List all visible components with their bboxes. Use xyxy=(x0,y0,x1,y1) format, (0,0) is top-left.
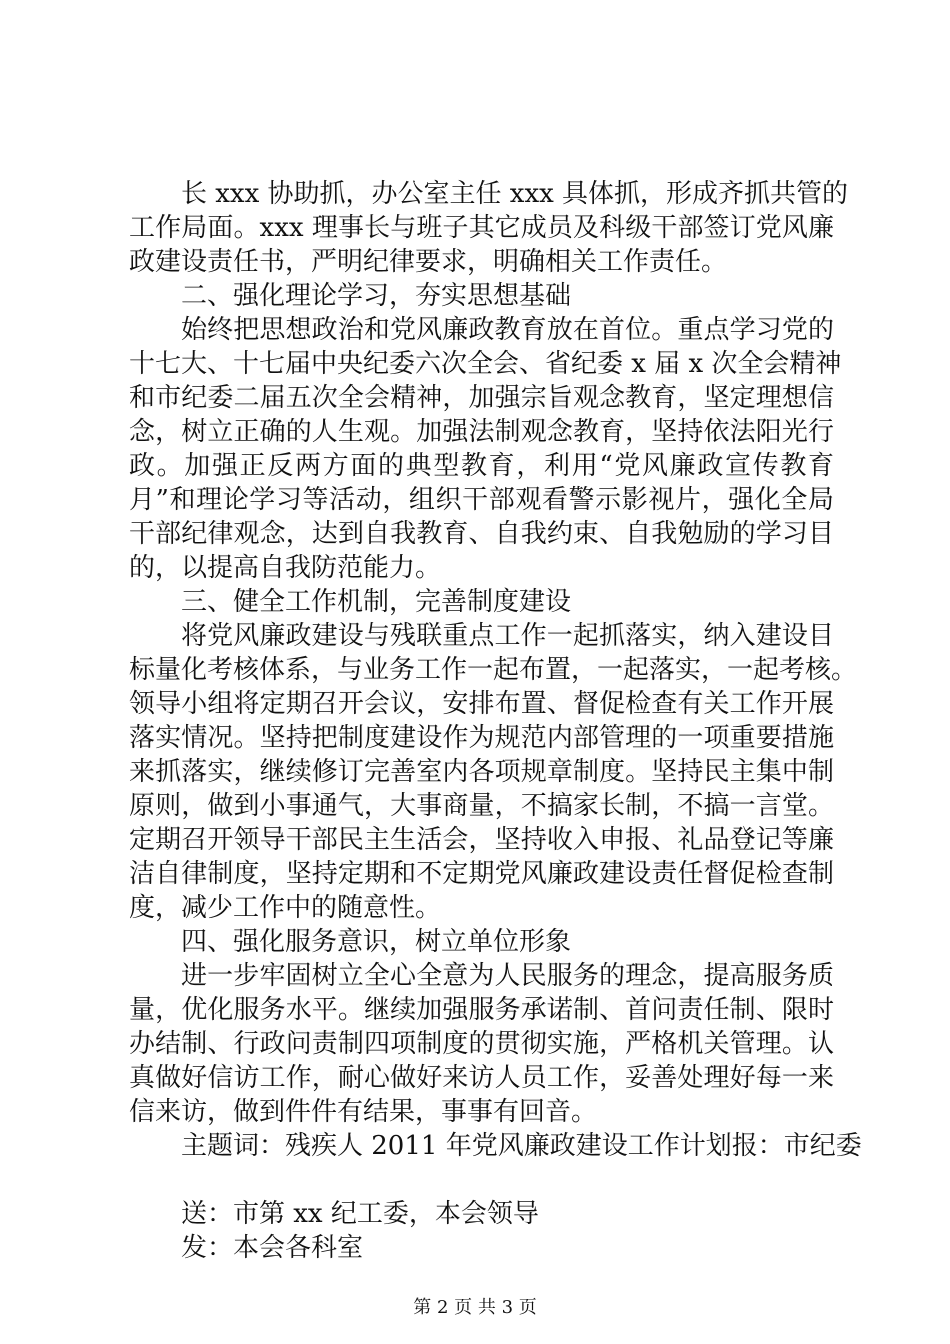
paragraph-line: 量，优化服务水平。继续加强服务承诺制、首问责任制、限时 xyxy=(129,995,834,1025)
paragraph-line: 办结制、行政问责制四项制度的贯彻实施，严格机关管理。认 xyxy=(129,1029,834,1059)
paragraph-line: 和市纪委二届五次全会精神，加强宗旨观念教育，坚定理想信 xyxy=(129,383,834,413)
paragraph-line: 政。加强正反两方面的典型教育，利用“党风廉政宣传教育 xyxy=(129,451,834,481)
paragraph-line: 长 xxx 协助抓，办公室主任 xxx 具体抓，形成齐抓共管的 xyxy=(181,179,849,209)
paragraph-line: 政建设责任书，严明纪律要求，明确相关工作责任。 xyxy=(129,247,728,277)
paragraph-line: 进一步牢固树立全心全意为人民服务的理念，提高服务质 xyxy=(181,961,834,991)
paragraph-line: 度，减少工作中的随意性。 xyxy=(129,893,442,923)
paragraph-line: 将党风廉政建设与残联重点工作一起抓落实，纳入建设目 xyxy=(181,621,834,651)
paragraph-line: 信来访，做到件件有结果，事事有回音。 xyxy=(129,1097,598,1127)
paragraph-line: 的，以提高自我防范能力。 xyxy=(129,553,442,583)
page-number: 第 2 页 共 3 页 xyxy=(413,1297,537,1318)
paragraph-line: 标量化考核体系，与业务工作一起布置，一起落实，一起考核。 xyxy=(129,655,858,685)
paragraph-line: 真做好信访工作，耐心做好来访人员工作，妥善处理好每一来 xyxy=(129,1063,834,1093)
paragraph-line: 始终把思想政治和党风廉政教育放在首位。重点学习党的 xyxy=(181,315,834,345)
paragraph-line: 原则，做到小事通气，大事商量，不搞家长制，不搞一言堂。 xyxy=(129,791,834,821)
paragraph-line: 干部纪律观念，达到自我教育、自我约束、自我勉励的学习目 xyxy=(129,519,834,549)
copy-to-line: 送：市第 xx 纪工委，本会领导 xyxy=(181,1199,539,1229)
paragraph-line: 念，树立正确的人生观。加强法制观念教育，坚持依法阳光行 xyxy=(129,417,834,447)
paragraph-line: 洁自律制度，坚持定期和不定期党风廉政建设责任督促检查制 xyxy=(129,859,834,889)
paragraph-line: 来抓落实，继续修订完善室内各项规章制度。坚持民主集中制 xyxy=(129,757,834,787)
paragraph-line: 工作局面。xxx 理事长与班子其它成员及科级干部签订党风廉 xyxy=(129,213,834,243)
paragraph-line: 落实情况。坚持把制度建设作为规范内部管理的一项重要措施 xyxy=(129,723,834,753)
paragraph-line: 领导小组将定期召开会议，安排布置、督促检查有关工作开展 xyxy=(129,689,834,719)
paragraph-line: 十七大、十七届中央纪委六次全会、省纪委 x 届 x 次全会精神 xyxy=(129,349,842,379)
distribution-line: 发：本会各科室 xyxy=(181,1233,364,1263)
section-heading: 二、强化理论学习，夯实思想基础 xyxy=(181,281,572,311)
subject-words-line: 主题词：残疾人 2011 年党风廉政建设工作计划报：市纪委 xyxy=(181,1131,862,1161)
section-heading: 四、强化服务意识，树立单位形象 xyxy=(181,927,572,957)
paragraph-line: 月”和理论学习等活动，组织干部观看警示影视片，强化全局 xyxy=(129,485,834,515)
section-heading: 三、健全工作机制，完善制度建设 xyxy=(181,587,572,617)
paragraph-line: 定期召开领导干部民主生活会，坚持收入申报、礼品登记等廉 xyxy=(129,825,834,855)
